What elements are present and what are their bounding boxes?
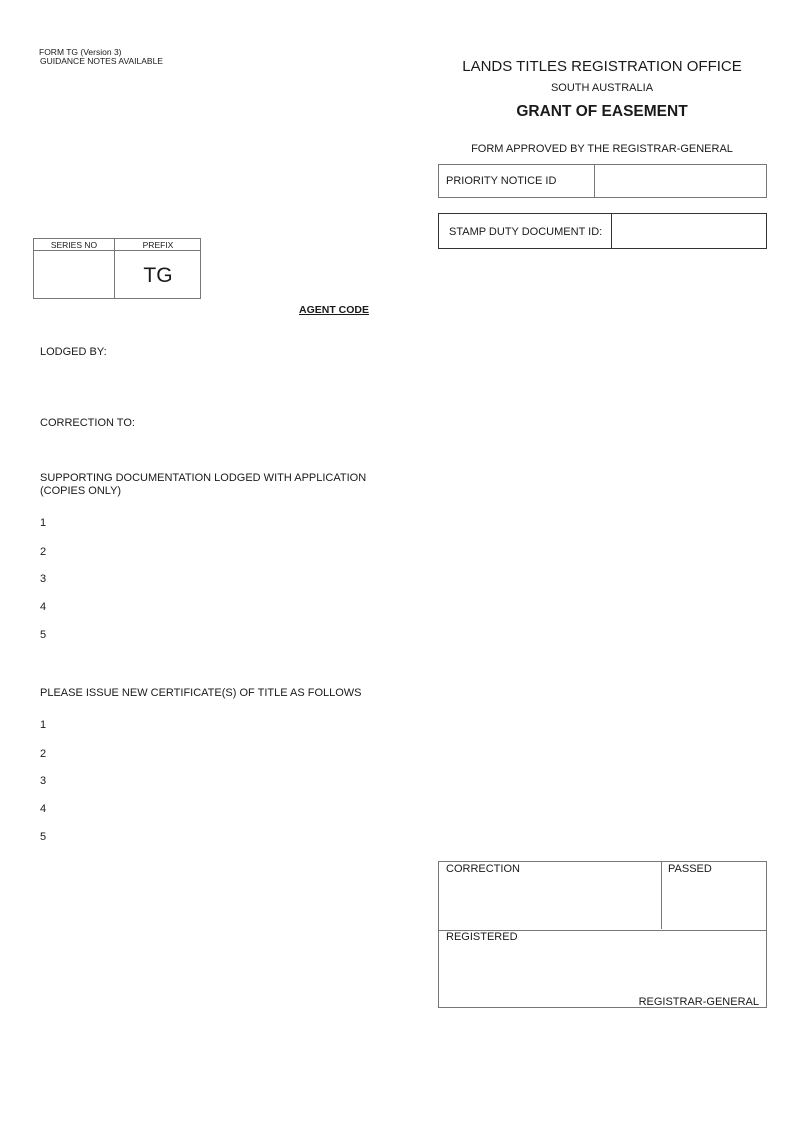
approved-note: FORM APPROVED BY THE REGISTRAR-GENERAL [471, 143, 733, 155]
registered-label: REGISTERED [446, 931, 518, 943]
priority-notice-field[interactable] [595, 165, 766, 197]
supporting-doc-item: 2 [40, 546, 47, 558]
agent-code-label: AGENT CODE [299, 304, 370, 316]
series-prefix-box [33, 238, 201, 299]
form-id: FORM TG (Version 3) [39, 47, 122, 57]
series-no-label: SERIES NO [50, 240, 98, 250]
priority-notice-box [438, 164, 767, 198]
office-name: LANDS TITLES REGISTRATION OFFICE [462, 58, 742, 75]
supporting-doc-item: 4 [40, 601, 47, 613]
supporting-doc-item: 5 [40, 629, 47, 641]
office-use-box [438, 861, 767, 1008]
lodged-by-label: LODGED BY: [40, 346, 107, 358]
divider [661, 862, 662, 929]
certificate-item: 4 [40, 803, 47, 815]
priority-notice-label: PRIORITY NOTICE ID [446, 175, 557, 187]
page-title: GRANT OF EASEMENT [516, 103, 688, 120]
supporting-doc-item: 1 [40, 517, 47, 529]
certificate-item: 1 [40, 719, 47, 731]
prefix-value: TG [143, 264, 173, 287]
prefix-label: PREFIX [142, 240, 174, 250]
guidance-notes: GUIDANCE NOTES AVAILABLE [40, 56, 163, 66]
registrar-general-label: REGISTRAR-GENERAL [638, 996, 759, 1008]
supporting-docs-heading: SUPPORTING DOCUMENTATION LODGED WITH APPLICATION [40, 472, 367, 484]
certificates-heading: PLEASE ISSUE NEW CERTIFICATE(S) OF TITLE AS FOLLOWS [40, 687, 362, 699]
supporting-docs-subheading: (COPIES ONLY) [40, 485, 122, 497]
stamp-duty-label: STAMP DUTY DOCUMENT ID: [449, 226, 603, 238]
certificate-item: 5 [40, 831, 47, 843]
certificate-item: 2 [40, 748, 47, 760]
state-name: SOUTH AUSTRALIA [550, 82, 654, 94]
stamp-duty-field[interactable] [612, 214, 766, 248]
stamp-duty-box [438, 213, 767, 249]
correction-label: CORRECTION [446, 863, 520, 875]
passed-label: PASSED [668, 863, 712, 875]
certificate-item: 3 [40, 775, 47, 787]
correction-to-label: CORRECTION TO: [40, 417, 135, 429]
series-no-field[interactable] [34, 251, 114, 298]
supporting-doc-item: 3 [40, 573, 47, 585]
